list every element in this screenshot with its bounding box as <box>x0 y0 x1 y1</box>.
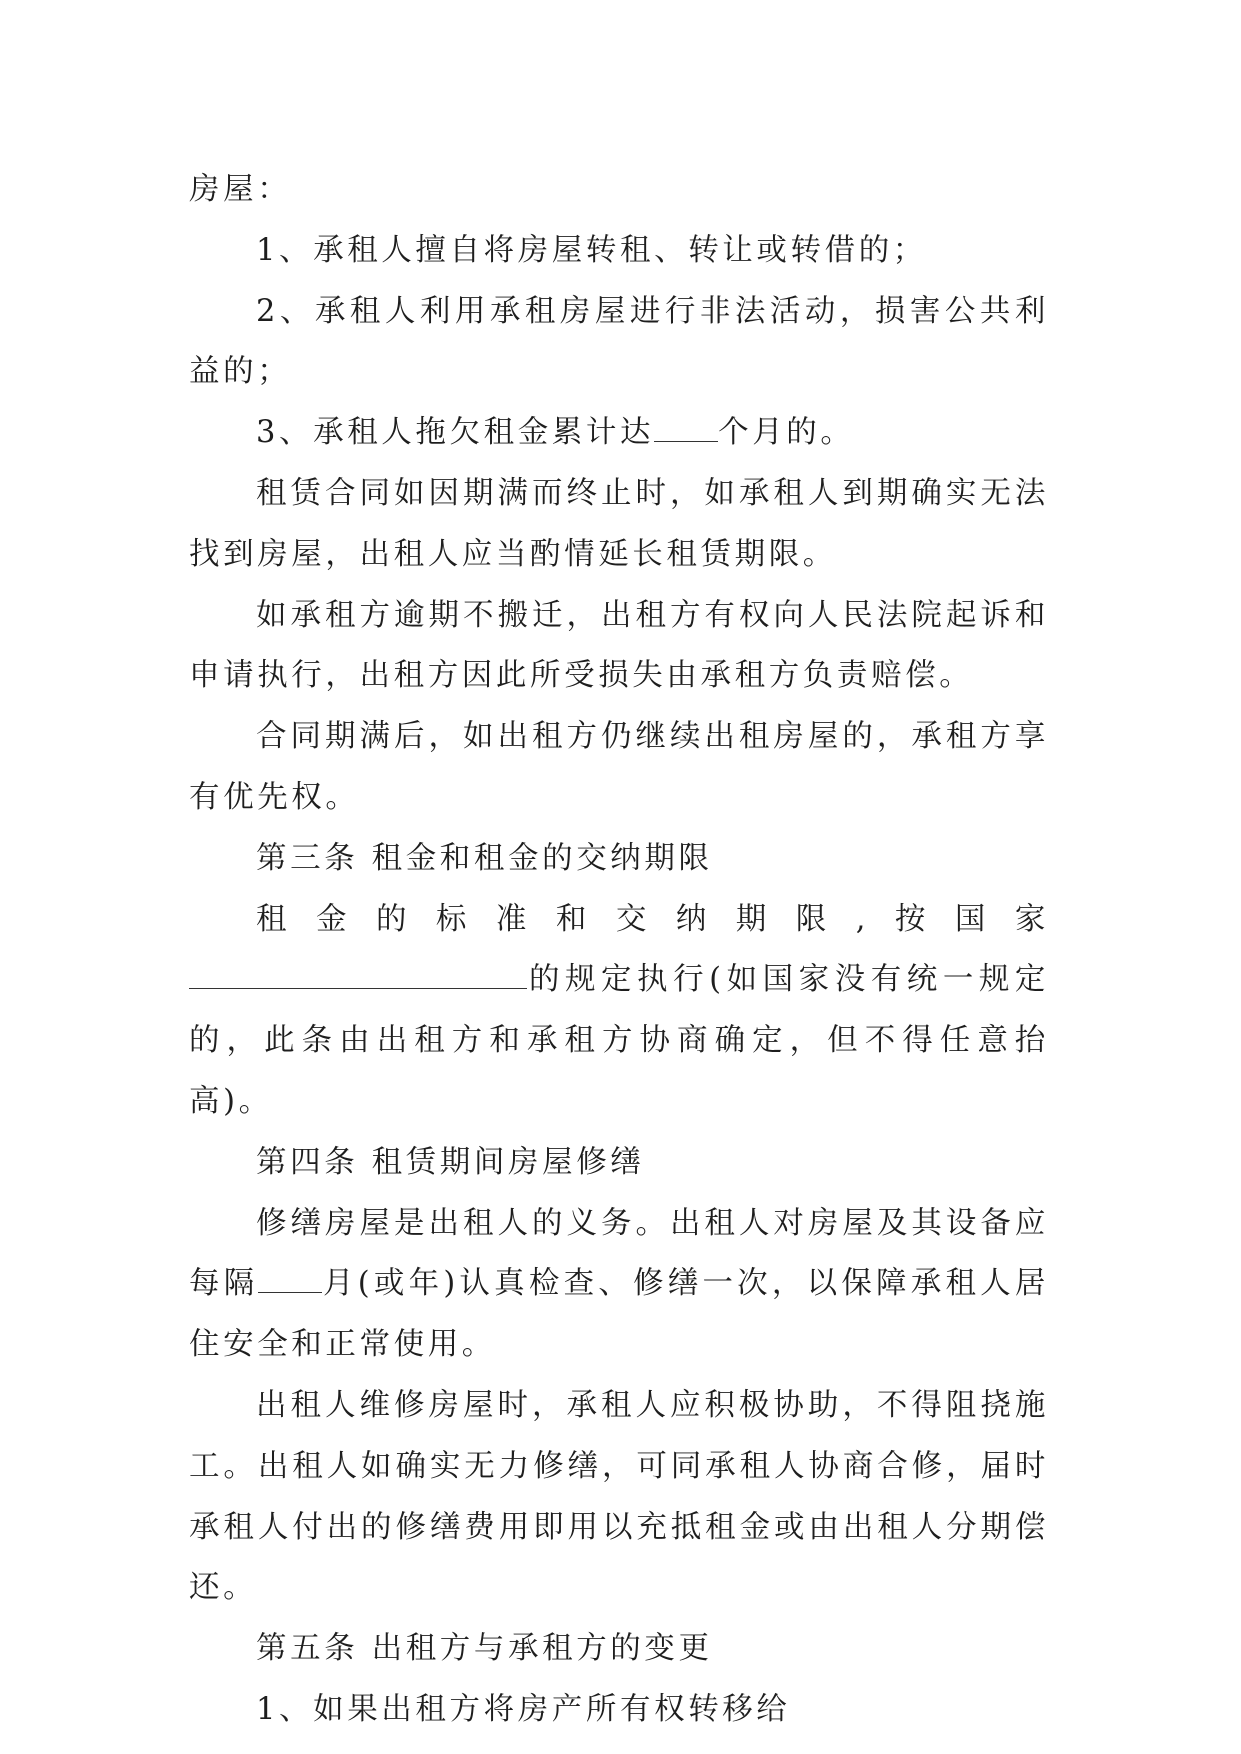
paragraph-text: 的规定执行(如国家没有统一规定的，此条由出租方和承租方协商确定，但不得任意抬高)。 <box>189 962 1049 1119</box>
paragraph-overdue-relocation <box>189 586 1049 708</box>
document-body <box>189 160 1049 1741</box>
paragraph-text: 如承租方逾期不搬迁，出租方有权向人民法院起诉和申请执行，出租方因此所受损失由承租方负责赔偿。 <box>189 597 1049 694</box>
paragraph-lease-expiry <box>189 464 1049 586</box>
paragraph-text: 租赁合同如因期满而终止时，如承租人到期确实无法找到房屋，出租人应当酌情延长租赁期限。 <box>189 475 1049 572</box>
article-5-heading <box>189 1619 1049 1680</box>
paragraph-text: 第三条 租金和租金的交纳期限 <box>256 840 713 876</box>
paragraph-text: 2、承租人利用承租房屋进行非法活动，损害公共利益的； <box>189 293 1049 390</box>
paragraph-priority-right <box>189 707 1049 829</box>
paragraph-text: 个月的。 <box>718 415 855 451</box>
paragraph-text: 修缮房屋是出租人的义务。出租人对房屋及其设备应每隔 <box>189 1205 1049 1302</box>
paragraph-text: 月(或年)认真检查、修缮一次，以保障承租人居住安全和正常使用。 <box>189 1266 1049 1363</box>
paragraph-text: 租金的标准和交纳期限,按国家 <box>256 901 1049 937</box>
paragraph-text: 1、承租人擅自将房屋转租、转让或转借的； <box>256 232 927 268</box>
paragraph-clause-3 <box>189 403 1049 464</box>
paragraph-text: 合同期满后，如出租方仍继续出租房屋的，承租方享有优先权。 <box>189 719 1049 815</box>
fill-blank-months <box>654 415 718 442</box>
paragraph-text: 第五条 出租方与承租方的变更 <box>256 1631 713 1667</box>
fill-blank-interval <box>258 1266 322 1293</box>
paragraph-text: 出租人维修房屋时，承租人应积极协助，不得阻挠施工。出租人如确实无力修缮，可同承租人协商合修，届时承租人付出的修缮费用即用以充抵租金或由出租人分期偿还。 <box>189 1387 1049 1606</box>
paragraph-repair-cooperation <box>189 1376 1049 1619</box>
article-3-heading <box>189 829 1049 890</box>
paragraph-house-heading <box>189 160 1049 221</box>
article-4-heading <box>189 1133 1049 1194</box>
paragraph-text: 房屋： <box>189 172 292 207</box>
paragraph-ownership-transfer <box>189 1680 1049 1741</box>
paragraph-clause-1 <box>189 221 1049 282</box>
fill-blank-regulation <box>189 962 527 989</box>
paragraph-repair-duty <box>189 1194 1049 1376</box>
paragraph-text: 3、承租人拖欠租金累计达 <box>256 415 655 451</box>
paragraph-text: 1、如果出租方将房产所有权转移给 <box>256 1691 791 1727</box>
paragraph-text: 第四条 租赁期间房屋修缮 <box>256 1144 645 1180</box>
paragraph-clause-2 <box>189 282 1049 404</box>
paragraph-rent-standard <box>189 890 1049 1133</box>
